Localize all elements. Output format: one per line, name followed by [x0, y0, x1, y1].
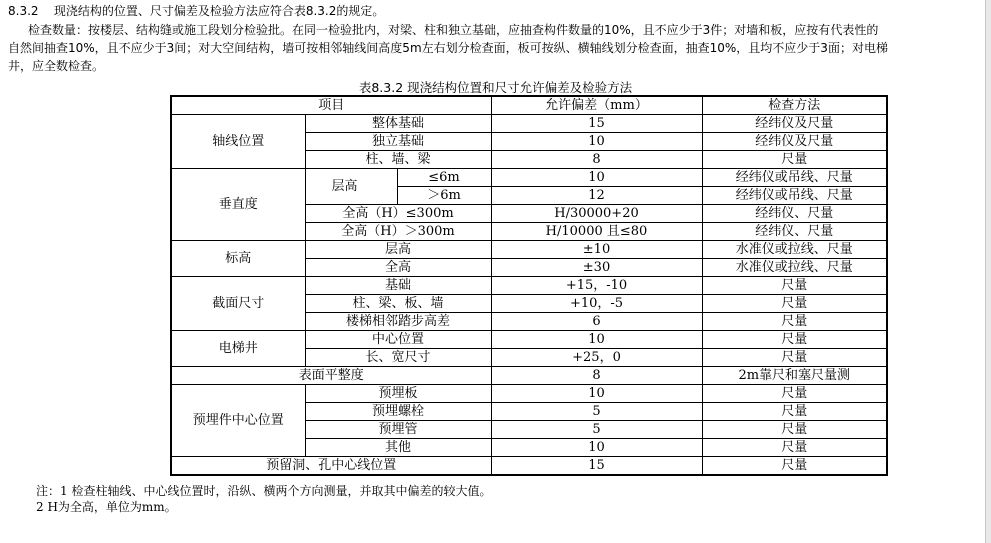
row-tolerance: 10: [491, 169, 702, 187]
note-1: 注：1 检查柱轴线、中心线位置时，沿纵、横两个方向测量，并取其中偏差的较大值。: [36, 484, 492, 498]
inspection-line-3: 井，应全数检查。: [8, 59, 105, 73]
row-item: 全高（H）≤300m: [305, 205, 491, 223]
row-method: 尺量: [702, 295, 887, 313]
row-method: 尺量: [702, 421, 887, 439]
table-row: [171, 457, 887, 476]
row-tolerance: +15，-10: [491, 277, 702, 295]
inspection-line-2: 自然间抽查10%，且不应少于3间；对大空间结构，墙可按相邻轴线间高度5m左右划分检查面，板可按纵、横轴线划分检查面，抽查10%，且均不应少于3面；对电梯: [8, 41, 888, 55]
row-method: 经纬仪或吊线、尺量: [702, 187, 887, 205]
row-item: 柱、梁、板、墙: [305, 295, 491, 313]
row-method: 尺量: [702, 151, 887, 169]
table-row: [171, 367, 887, 385]
row-item: 预留洞、孔中心线位置: [171, 457, 491, 476]
row-item: 楼梯相邻踏步高差: [305, 313, 491, 331]
group-elevation: 标高: [171, 241, 305, 277]
row-tolerance: 10: [491, 331, 702, 349]
row-tolerance: ±30: [491, 259, 702, 277]
row-item: ≤6m: [397, 169, 491, 187]
row-method: 尺量: [702, 439, 887, 457]
row-method: 尺量: [702, 331, 887, 349]
row-item: 预埋螺栓: [305, 403, 491, 421]
row-tolerance: ±10: [491, 241, 702, 259]
row-method: 尺量: [702, 403, 887, 421]
group-section: 截面尺寸: [171, 277, 305, 331]
table-row: [171, 169, 887, 187]
row-method: 尺量: [702, 313, 887, 331]
note-2: 2 H为全高，单位为mm。: [36, 500, 177, 514]
row-item: 预埋管: [305, 421, 491, 439]
row-item: 整体基础: [305, 115, 491, 133]
row-method: 2m靠尺和塞尺量测: [702, 367, 887, 385]
row-item: 预埋板: [305, 385, 491, 403]
row-item: ＞6m: [397, 187, 491, 205]
table-row: [171, 385, 887, 403]
table-row: [171, 331, 887, 349]
row-tolerance: 10: [491, 439, 702, 457]
table-row: [171, 241, 887, 259]
row-item: 全高: [305, 259, 491, 277]
group-vertical: 垂直度: [171, 169, 305, 241]
row-tolerance: 5: [491, 403, 702, 421]
row-item: 柱、墙、梁: [305, 151, 491, 169]
group-embedded: 预埋件中心位置: [171, 385, 305, 457]
row-tolerance: 15: [491, 115, 702, 133]
clause-line: [8, 3, 384, 20]
row-method: 经纬仪及尺量: [702, 133, 887, 151]
row-item: 中心位置: [305, 331, 491, 349]
inspection-line-1: 检查数量：按楼层、结构缝或施工段划分检验批。在同一检验批内，对梁、柱和独立基础，应抽查构件数量的10%，且不应少于3件；对墙和板，应按有代表性的: [28, 23, 879, 37]
group-elevator: 电梯井: [171, 331, 305, 367]
row-method: 尺量: [702, 277, 887, 295]
row-item: 层高: [305, 241, 491, 259]
row-item: 基础: [305, 277, 491, 295]
row-method: 尺量: [702, 457, 887, 476]
row-tolerance: 12: [491, 187, 702, 205]
table-row: [171, 115, 887, 133]
clause-text: 现浇结构的位置、尺寸偏差及检验方法应符合表8.3.2的规定。: [53, 4, 385, 18]
row-tolerance: +25，0: [491, 349, 702, 367]
row-tolerance: 6: [491, 313, 702, 331]
header-method: 检查方法: [702, 96, 887, 115]
row-tolerance: H/30000+20: [491, 205, 702, 223]
group-axis: 轴线位置: [171, 115, 305, 169]
table-caption: 表8.3.2 现浇结构位置和尺寸允许偏差及检验方法: [358, 80, 633, 95]
row-tolerance: 5: [491, 421, 702, 439]
row-method: 经纬仪、尺量: [702, 205, 887, 223]
row-method: 水准仪或拉线、尺量: [702, 241, 887, 259]
row-tolerance: 10: [491, 133, 702, 151]
row-method: 经纬仪、尺量: [702, 223, 887, 241]
row-tolerance: 8: [491, 367, 702, 385]
row-tolerance: H/10000 且≤80: [491, 223, 702, 241]
row-method: 经纬仪或吊线、尺量: [702, 169, 887, 187]
row-item: 独立基础: [305, 133, 491, 151]
row-method: 尺量: [702, 349, 887, 367]
row-tolerance: 15: [491, 457, 702, 476]
row-method: 水准仪或拉线、尺量: [702, 259, 887, 277]
group-floor-height: 层高: [305, 169, 397, 205]
row-item: 全高（H）＞300m: [305, 223, 491, 241]
row-item: 其他: [305, 439, 491, 457]
row-tolerance: 10: [491, 385, 702, 403]
tolerance-table: [170, 95, 888, 476]
header-item: 项目: [171, 96, 491, 115]
row-method: 尺量: [702, 385, 887, 403]
header-tolerance: 允许偏差（mm）: [491, 96, 702, 115]
table-row: [171, 277, 887, 295]
clause-number: 8.3.2: [8, 4, 39, 18]
row-method: 经纬仪及尺量: [702, 115, 887, 133]
row-item: 表面平整度: [171, 367, 491, 385]
table-header-row: [171, 96, 887, 115]
row-tolerance: 8: [491, 151, 702, 169]
row-item: 长、宽尺寸: [305, 349, 491, 367]
row-tolerance: +10，-5: [491, 295, 702, 313]
